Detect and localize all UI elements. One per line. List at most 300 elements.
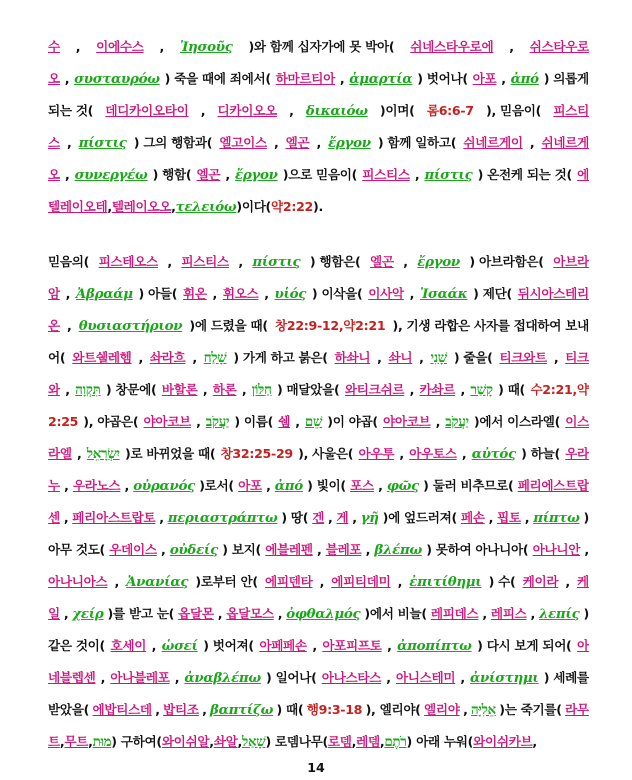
greek-word: ὡσεί (161, 638, 198, 654)
korean-text: , (171, 199, 176, 214)
greek-word: ἀπό (510, 71, 539, 87)
scripture-reference: 롬6:6-7 (426, 103, 474, 118)
korean-text: , (319, 574, 325, 589)
greek-word: οὐρανός (133, 478, 195, 494)
text-line (48, 31, 589, 63)
korean-text: , (237, 734, 242, 749)
korean-text: )로부터 안( (195, 574, 258, 589)
transliteration: 휘오스 (222, 286, 259, 301)
korean-text: ). (313, 199, 323, 214)
korean-text: , (295, 414, 300, 429)
korean-text: ) 제단( (473, 286, 512, 301)
transliteration: 피스테오스 (98, 254, 158, 269)
korean-text: , (161, 542, 166, 557)
korean-text: , (328, 510, 333, 525)
transliteration: 디카이오오 (217, 103, 277, 118)
scripture-reference: 2:25 (48, 414, 79, 429)
korean-text: ) 못하여 아나니아( (426, 542, 529, 557)
korean-text: ) 빛이( (307, 478, 346, 493)
korean-text: , (339, 71, 345, 86)
korean-text: , (64, 71, 70, 86)
transliteration: 쉬네르게이 (463, 135, 523, 150)
transliteration: 에밥티스데 (92, 702, 152, 717)
text-line (48, 534, 589, 566)
transliteration: 누 (48, 478, 60, 493)
transliteration: 하마르티아 (275, 71, 336, 86)
transliteration: 피스티스 (362, 167, 410, 182)
hebrew-word: חַלּוֹן (251, 382, 272, 398)
transliteration: 텔레이오오 (111, 199, 172, 214)
greek-word: βλέπω (374, 542, 422, 558)
transliteration: 쉬스타우로 (529, 39, 589, 54)
transliteration: 솨니 (388, 350, 413, 365)
korean-text: , (65, 286, 71, 301)
korean-text: )이 야곱( (327, 414, 378, 429)
transliteration: 옵달몬 (178, 606, 214, 621)
transliteration: 호세이 (110, 638, 147, 653)
transliteration: 아포피프토 (322, 638, 382, 653)
korean-text: ) 죽을 때에 죄에서( (164, 71, 271, 86)
korean-text: , (75, 39, 81, 54)
korean-text: ) 가게 하고 붉은( (233, 350, 328, 365)
korean-text: , (107, 199, 112, 214)
transliteration: 페손 (460, 510, 485, 525)
korean-text: , (155, 702, 160, 717)
transliteration: 티크 (565, 350, 589, 365)
greek-word: δικαιόω (305, 103, 368, 119)
korean-text: ), 엘리야( (365, 702, 421, 717)
korean-text: ) 행함은( (309, 254, 361, 269)
greek-word: Ἀνανίας (126, 574, 189, 590)
korean-text: , (167, 254, 172, 269)
korean-text: ) 이삭을( (311, 286, 363, 301)
transliteration: 텔레이오테 (48, 199, 108, 214)
korean-text: )는 죽기를( (499, 702, 562, 717)
korean-text: , (414, 167, 420, 182)
transliteration: 스 (48, 135, 60, 150)
text-line (48, 310, 589, 342)
hebrew-word: אֵלִיָּה (470, 702, 496, 718)
transliteration: 라무 (565, 702, 589, 717)
korean-text: , (419, 350, 424, 365)
transliteration: 아우토스 (409, 446, 457, 461)
korean-text: ) 아들( (138, 286, 178, 301)
transliteration: 아포 (238, 478, 262, 493)
korean-text: , (273, 135, 279, 150)
korean-text: , (565, 574, 570, 589)
korean-text: , (151, 638, 157, 653)
greek-word: ἔργον (417, 254, 460, 270)
transliteration: 일 (48, 606, 60, 621)
transliteration: 하솨니 (334, 350, 371, 365)
paragraph (48, 31, 589, 223)
korean-text: , (64, 478, 69, 493)
greek-word: βαπτίζω (210, 702, 274, 718)
greek-word: οὐδείς (169, 542, 218, 558)
korean-text: )로 바뀌었을 때( (125, 446, 216, 461)
korean-text: , (159, 39, 165, 54)
text-line (48, 502, 589, 534)
korean-text: , (200, 103, 206, 118)
greek-word: λεπίς (539, 606, 580, 622)
transliteration: 이사악 (368, 286, 404, 301)
text-line (48, 95, 589, 127)
greek-word: συνεργέω (74, 167, 148, 183)
transliteration: 피스티스 (181, 254, 229, 269)
korean-text: , (174, 670, 180, 685)
transliteration: 센 (48, 510, 60, 525)
text-line (48, 278, 589, 310)
hebrew-word: תִּקְוָה (75, 382, 101, 398)
greek-word: ἀπό (274, 478, 303, 494)
korean-text: , (584, 542, 589, 557)
korean-text: ) 벗어나( (417, 71, 468, 86)
page-number: 14 (307, 760, 325, 775)
paragraph (48, 246, 589, 758)
korean-text: , (312, 638, 317, 653)
transliteration: 로뎀 (327, 734, 352, 749)
korean-text: )에 엎드러져( (382, 510, 457, 525)
transliteration: 레뎀 (356, 734, 380, 749)
korean-text: , (65, 382, 70, 397)
korean-text: , (196, 414, 201, 429)
korean-text: ) 벗어져( (203, 638, 254, 653)
transliteration: 아나니안 (532, 542, 581, 557)
greek-word: πίστις (78, 135, 127, 151)
korean-text: , (532, 734, 537, 749)
text-line (48, 342, 589, 374)
korean-text: , (217, 606, 223, 621)
korean-text: , (67, 318, 72, 333)
transliteration: 솨라흐 (149, 350, 186, 365)
korean-text: ) 다시 보게 되어( (477, 638, 572, 653)
korean-text: , (409, 382, 415, 397)
korean-text: ) 보지( (222, 542, 261, 557)
hebrew-word: יִשְׂרָאֵל (86, 446, 120, 462)
transliteration: 게 (336, 510, 349, 525)
transliteration: 아나스타스 (321, 670, 382, 685)
transliteration: 포스 (350, 478, 374, 493)
transliteration: 티크와트 (499, 350, 547, 365)
korean-text: ) 수( (488, 574, 516, 589)
korean-text: , (138, 350, 143, 365)
text-line (48, 662, 589, 694)
korean-text: ) 이름( (234, 414, 274, 429)
transliteration: 아나니아스 (48, 574, 108, 589)
transliteration: 우라노스 (72, 478, 121, 493)
transliteration: 오 (48, 167, 60, 182)
text-line (48, 694, 589, 726)
korean-text: )이며( (379, 103, 415, 118)
greek-word: συσταυρόω (74, 71, 160, 87)
hebrew-word: שָׁנִי (430, 350, 447, 366)
transliteration: 옵달모스 (226, 606, 274, 621)
korean-text: ), 야곱은( (83, 414, 139, 429)
korean-text: , (209, 734, 214, 749)
korean-text: , (266, 478, 271, 493)
korean-text: ), 사울은( (298, 446, 354, 461)
korean-text: , (351, 734, 357, 749)
greek-word: πίπτω (533, 510, 580, 526)
text-line (48, 598, 589, 630)
transliteration: 온 (48, 318, 60, 333)
greek-word: περιαστράπτω (167, 510, 278, 526)
transliteration: 와이쉬카브 (473, 734, 533, 749)
korean-text: , (488, 510, 494, 525)
text-line (48, 63, 589, 95)
greek-word: Ἰησοῦς (179, 39, 233, 55)
korean-text: , (379, 734, 385, 749)
korean-text: 어( (48, 350, 66, 365)
korean-text: , (63, 606, 69, 621)
transliteration: 아니스테미 (395, 670, 456, 685)
transliteration: 아우투 (358, 446, 395, 461)
korean-text: , (365, 542, 371, 557)
transliteration: 뒤시아스테리 (517, 286, 589, 301)
transliteration: 에 (577, 167, 589, 182)
korean-text: ) 함께 일하고( (377, 135, 457, 150)
korean-text: , (461, 446, 467, 461)
korean-text: , (397, 574, 403, 589)
text-line (48, 630, 589, 662)
korean-text: 믿음의( (48, 254, 90, 269)
hebrew-word: רֹתֶם (384, 734, 407, 750)
korean-text: ) 때( (276, 702, 304, 717)
korean-text: , (378, 478, 383, 493)
korean-text: )에서 비늘( (364, 606, 427, 621)
scripture-reference: 창22:9-12,약2:21 (274, 318, 386, 333)
korean-text: ) 온전케 되는 것( (477, 167, 572, 182)
transliteration: 엘곤 (285, 135, 310, 150)
korean-text: ), 믿음이( (486, 103, 542, 118)
greek-word: υἱός (274, 286, 307, 302)
korean-text: , (435, 414, 441, 429)
korean-text: , (114, 574, 119, 589)
transliteration: 에피티데미 (331, 574, 391, 589)
transliteration: 와트쉘레헴 (72, 350, 132, 365)
korean-text: , (289, 103, 294, 118)
transliteration: 블레포 (325, 542, 362, 557)
greek-word: φῶς (386, 478, 419, 494)
transliteration: 수 (48, 39, 60, 54)
greek-word: θυσιαστήριον (78, 318, 183, 334)
korean-text: , (277, 606, 283, 621)
korean-text: )에서 이스라엘( (473, 414, 561, 429)
transliteration: 아포 (472, 71, 497, 86)
transliteration: 데디카이오타이 (105, 103, 189, 118)
korean-text: ) 아래 누워( (406, 734, 474, 749)
korean-text: , (509, 39, 514, 54)
korean-text: )에 드렸을 때( (189, 318, 268, 333)
transliteration: 바할론 (161, 382, 198, 397)
korean-text: , (212, 286, 218, 301)
korean-text: )로서( (199, 478, 234, 493)
korean-text: ) 둘러 비추므로( (423, 478, 514, 493)
korean-text: 아무 것도( (48, 542, 106, 557)
korean-text: , (202, 702, 207, 717)
transliteration: 아브라 (553, 254, 589, 269)
hebrew-word: יַעֲקֹב (445, 414, 469, 430)
transliteration: 이스 (565, 414, 589, 429)
transliteration: 핍토 (497, 510, 521, 525)
korean-text: , (100, 670, 106, 685)
transliteration: 야아코브 (383, 414, 431, 429)
transliteration: 피스티 (553, 103, 589, 118)
hebrew-word: יַעֲקֹב (205, 414, 230, 430)
text-line (48, 470, 589, 502)
transliteration: 쉠 (278, 414, 291, 429)
korean-text: , (59, 734, 65, 749)
greek-word: αὐτός (471, 446, 516, 462)
transliteration: 암 (48, 286, 60, 301)
transliteration: 와티크쉬르 (344, 382, 405, 397)
greek-word: ἔργον (235, 167, 278, 183)
korean-text: , (409, 286, 415, 301)
text-line (48, 191, 589, 223)
korean-text: )와 함께 십자가에 못 박아( (248, 39, 395, 54)
korean-text: , (386, 670, 391, 685)
transliteration: 라엘 (48, 446, 72, 461)
text-line (48, 374, 589, 406)
greek-word: Ἀβραάμ (75, 286, 133, 302)
transliteration: 엘곤 (370, 254, 394, 269)
korean-text: , (403, 254, 408, 269)
korean-text: ) 행함( (152, 167, 192, 182)
hebrew-word: שָׁלַח (203, 350, 227, 366)
transliteration: 레피데스 (430, 606, 479, 621)
korean-text: ), 기생 라합은 사자를 접대하여 보내 (392, 318, 589, 333)
greek-word: χείρ (72, 606, 104, 622)
korean-text: , (202, 382, 208, 397)
transliteration: 에피덴타 (264, 574, 313, 589)
korean-text: )으로 믿음이( (282, 167, 358, 182)
scripture-reference: 창32:25-29 (220, 446, 293, 461)
korean-text: ) 세례를 (543, 670, 589, 685)
korean-text: ) 하늘( (521, 446, 560, 461)
greek-word: ἁμαρτία (349, 71, 413, 87)
hebrew-word: מוּת (92, 734, 112, 750)
korean-text: , (463, 702, 468, 717)
korean-text: ) 창문에( (105, 382, 157, 397)
greek-word: πίστις (424, 167, 473, 183)
korean-text: , (460, 382, 466, 397)
transliteration: 야아코브 (143, 414, 191, 429)
transliteration: 트 (48, 734, 60, 749)
korean-text: )이다( (236, 199, 272, 214)
greek-word: ἀποπίπτω (397, 638, 472, 654)
korean-text: , (501, 71, 506, 86)
greek-word: ἔργον (328, 135, 371, 151)
korean-text: ) 땅( (281, 510, 309, 525)
transliteration: 에블레펜 (265, 542, 313, 557)
text-line (48, 159, 589, 191)
transliteration: 와이쉬알 (161, 734, 210, 749)
transliteration: 와 (48, 382, 60, 397)
transliteration: 하론 (212, 382, 237, 397)
text-line (48, 246, 589, 278)
korean-text: ) 그의 행함과( (133, 135, 213, 150)
text-line (48, 406, 589, 438)
transliteration: 엘고이스 (219, 135, 267, 150)
transliteration: 아나블레포 (110, 670, 170, 685)
greek-word: ἀνίστημι (470, 670, 539, 686)
transliteration: 솨알 (213, 734, 238, 749)
korean-text: , (241, 382, 247, 397)
korean-text: , (124, 478, 130, 493)
text-line (48, 127, 589, 159)
hebrew-word: שֵׁם (304, 414, 323, 430)
greek-word: ἀναβλέπω (184, 670, 261, 686)
korean-text: )를 받고 눈( (107, 606, 175, 621)
korean-text: ) 의롭게 (543, 71, 589, 86)
korean-text: , (317, 542, 322, 557)
korean-text: , (529, 135, 535, 150)
transliteration: 케 (577, 574, 589, 589)
korean-text: , (88, 734, 93, 749)
transliteration: 오 (48, 71, 60, 86)
transliteration: 레피스 (490, 606, 527, 621)
korean-text: , (553, 350, 559, 365)
transliteration: 엘리야 (424, 702, 460, 717)
greek-word: πίστις (252, 254, 301, 270)
transliteration: 아 (577, 638, 589, 653)
text-line (48, 566, 589, 598)
korean-text: , (159, 510, 164, 525)
korean-text: , (238, 254, 243, 269)
transliteration: 쉬네르게 (541, 135, 589, 150)
scripture-reference: 약2:22 (271, 199, 314, 214)
korean-text: ) 구하여( (111, 734, 162, 749)
korean-text: , (530, 606, 535, 621)
korean-text: 같은 것이( (48, 638, 106, 653)
hebrew-word: שָׁאַל (241, 734, 266, 750)
transliteration: 밥티조 (163, 702, 199, 717)
korean-text: , (352, 510, 357, 525)
korean-text: ) 일어나( (266, 670, 317, 685)
transliteration: 우데이스 (109, 542, 157, 557)
greek-word: Ἰσαάκ (419, 286, 468, 302)
transliteration: 이에수스 (96, 39, 144, 54)
transliteration: 아페페손 (259, 638, 307, 653)
greek-word: γῆ (360, 510, 379, 526)
text-line (48, 438, 589, 470)
korean-text: ) 매달았을( (277, 382, 340, 397)
scripture-reference: 행9:3-18 (306, 702, 363, 717)
korean-text: ) 때( (498, 382, 526, 397)
korean-text: , (67, 135, 72, 150)
transliteration: 휘온 (183, 286, 207, 301)
transliteration: 카솨르 (419, 382, 456, 397)
transliteration: 우라 (565, 446, 589, 461)
greek-word: ὀφθαλμός (286, 606, 361, 622)
korean-text: , (63, 510, 69, 525)
korean-text: , (316, 135, 321, 150)
transliteration: 엘곤 (196, 167, 221, 182)
korean-text: , (377, 350, 382, 365)
korean-text: , (460, 670, 465, 685)
greek-word: ἐπιτίθημι (409, 574, 482, 590)
transliteration: 페리에스트랍 (517, 478, 589, 493)
greek-word: τελειόω (175, 199, 237, 215)
transliteration: 무트 (64, 734, 89, 749)
korean-text: , (482, 606, 487, 621)
korean-text: , (77, 446, 82, 461)
korean-text: , (65, 167, 70, 182)
korean-text: ) 줄을( (453, 350, 493, 365)
korean-text: 되는 것( (48, 103, 94, 118)
korean-text: , (225, 167, 230, 182)
korean-text: ) 로뎀나무( (265, 734, 328, 749)
